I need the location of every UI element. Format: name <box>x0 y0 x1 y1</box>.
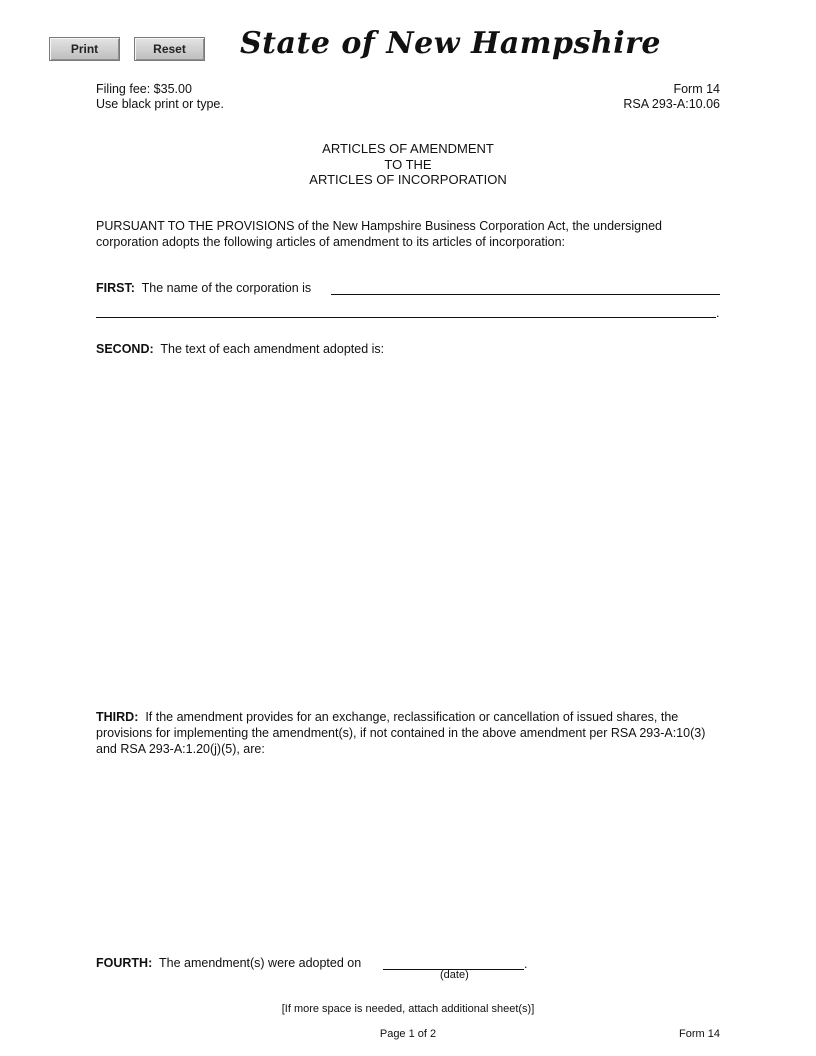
rsa-reference: RSA 293-A:10.06 <box>623 97 720 111</box>
adoption-date-field[interactable] <box>383 955 524 970</box>
fourth-text: The amendment(s) were adopted on <box>158 956 362 970</box>
form-title-line2: TO THE <box>384 157 432 172</box>
period-mark: . <box>716 306 720 320</box>
corporation-name-field[interactable] <box>331 280 720 295</box>
reset-button[interactable]: Reset <box>134 37 205 61</box>
fourth-section <box>96 955 361 971</box>
date-caption: (date) <box>440 969 469 981</box>
print-button[interactable]: Print <box>49 37 120 61</box>
first-text: The name of the corporation is <box>141 281 312 295</box>
form-title-line3: ARTICLES OF INCORPORATION <box>309 172 507 187</box>
corporation-name-field-line2[interactable] <box>96 303 716 318</box>
first-section <box>96 280 311 296</box>
period-mark-fourth: . <box>524 957 528 971</box>
form-title-line1: ARTICLES OF AMENDMENT <box>322 141 494 156</box>
footer-form-number: Form 14 <box>679 1028 720 1040</box>
additional-sheets-note: [If more space is needed, attach additional sheet(s)] <box>281 1003 535 1015</box>
filing-fee: Filing fee: $35.00 <box>96 82 192 96</box>
state-title: State of New Hampshire <box>240 26 661 61</box>
second-section <box>96 341 384 357</box>
page-number: Page 1 of 2 <box>379 1028 437 1040</box>
intro-paragraph: PURSUANT TO THE PROVISIONS of the New Hampshire Business Corporation Act, the undersigned corporation adopts the following articles of amendment to its articles of incorporation: <box>96 219 662 249</box>
first-label: FIRST: <box>96 281 135 295</box>
third-label: THIRD: <box>96 710 139 724</box>
print-instruction: Use black print or type. <box>96 97 224 111</box>
fourth-label: FOURTH: <box>96 956 153 970</box>
amendment-text-area[interactable] <box>96 362 720 692</box>
second-text: The text of each amendment adopted is: <box>160 342 385 356</box>
third-text: If the amendment provides for an exchange, reclassification or cancellation of issued shares, the provisions for implementing the amendment(s), if not contained in the above amendment per RSA 293-A:10(3) and RSA 293-A:1.20(j)(5), are: <box>96 710 706 756</box>
third-section <box>96 709 722 757</box>
implementation-text-area[interactable] <box>96 762 720 942</box>
second-label: SECOND: <box>96 342 154 356</box>
form-number: Form 14 <box>673 82 720 96</box>
